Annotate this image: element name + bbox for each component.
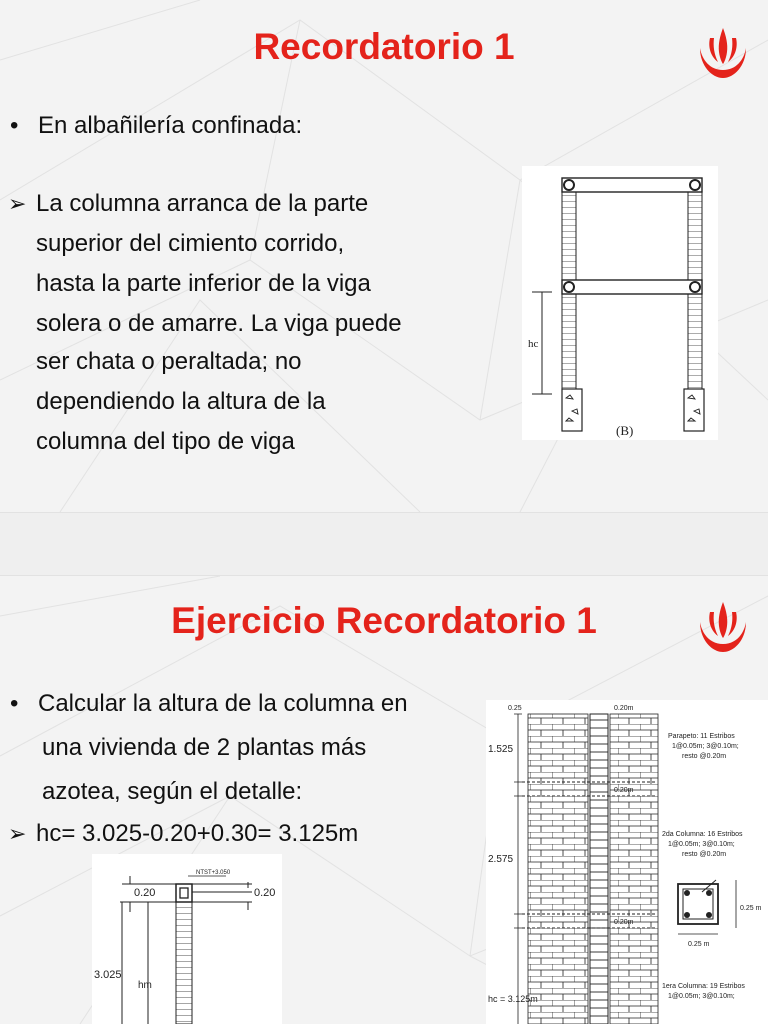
section-width-label: 0.25 m (688, 941, 710, 948)
confined-masonry-figure (522, 166, 718, 440)
upc-logo-icon (692, 24, 754, 86)
slide-title: Recordatorio 1 (253, 26, 515, 67)
parapet-rest: resto @0.20m (682, 753, 727, 760)
hm-label: hm (138, 980, 152, 991)
arrow-line-5: ser chata o peraltada; no (36, 348, 302, 375)
parapet-detail: 1@0.05m; 3@0.10m; (672, 743, 739, 750)
column-height-detail-figure (92, 854, 282, 1024)
bullet-dot-icon: • (10, 112, 19, 139)
beam-label-3: 0.20m (614, 919, 634, 926)
top-width-label: 0.25 (508, 705, 522, 712)
col2-detail: 1@0.05m; 3@0.10m; (668, 841, 735, 848)
upc-logo-icon (692, 598, 754, 660)
arrow-bullet-icon: ➢ (8, 821, 27, 846)
bullet-line-2: una vivienda de 2 plantas más (42, 734, 367, 761)
height-dim-label: 3.025 (94, 969, 122, 981)
col2-rest: resto @0.20m (682, 851, 727, 858)
col2-title: 2da Columna: 16 Estribos (662, 831, 743, 838)
dim-second-floor: 2.575 (488, 854, 514, 865)
dim-first-floor: hc = 3.125m (488, 994, 538, 1004)
section-height-label: 0.25 m (740, 905, 762, 912)
beam-label-2: 0.20m (614, 787, 634, 794)
ntst-label: NTST+3.050 (196, 870, 231, 876)
arrow-line-2: superior del cimiento corrido, (36, 230, 345, 257)
bullet-text: En albañilería confinada: (38, 112, 303, 139)
col1-title: 1era Columna: 19 Estribos (662, 983, 745, 990)
slide-2 (0, 576, 768, 1024)
top-dim-label: 0.20 (134, 887, 156, 899)
figure-caption: (B) (616, 423, 634, 438)
hc-label: hc (528, 338, 539, 350)
arrow-bullet-icon: ➢ (8, 191, 27, 216)
parapet-title: Parapeto: 11 Estribos (668, 733, 735, 740)
arrow-line-3: hasta la parte inferior de la viga (36, 270, 371, 297)
arrow-line-6: dependiendo la altura de la (36, 388, 326, 415)
arrow-line-1: La columna arranca de la parte (36, 190, 369, 217)
right-dim-label: 0.20 (254, 887, 276, 899)
col1-detail: 1@0.05m; 3@0.10m; (668, 993, 735, 1000)
formula-text: hc= 3.025-0.20+0.30= 3.125m (36, 820, 359, 847)
slide-separator (0, 512, 768, 576)
bullet-line-3: azotea, según el detalle: (42, 778, 303, 805)
stirrup-detail-figure (486, 700, 768, 1024)
arrow-line-4: solera o de amarre. La viga puede (36, 310, 402, 337)
dim-parapet: 1.525 (488, 744, 514, 755)
bullet-line-1: Calcular la altura de la columna en (38, 690, 408, 717)
bullet-dot-icon: • (10, 690, 19, 717)
arrow-line-7: columna del tipo de viga (36, 428, 295, 455)
beam-label-1: 0.20m (614, 705, 634, 712)
slide-title: Ejercicio Recordatorio 1 (171, 600, 597, 641)
